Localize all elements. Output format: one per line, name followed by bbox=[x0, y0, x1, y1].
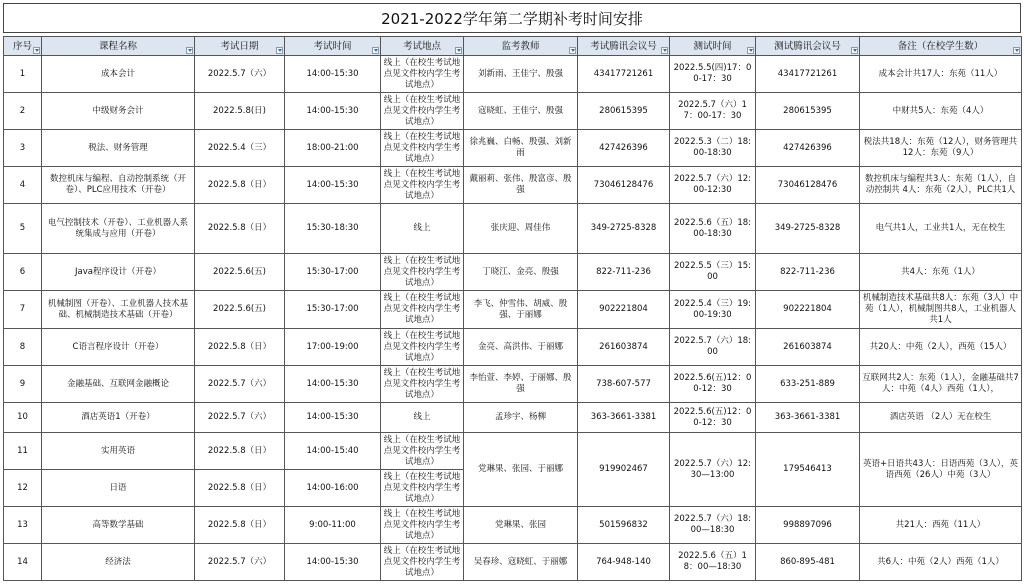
cell-no[interactable]: 13 bbox=[4, 507, 42, 544]
cell-note[interactable]: 税法共18人：东苑（12人），财务管理共12人：东苑（9人） bbox=[860, 130, 1022, 167]
cell-course[interactable]: 经济法 bbox=[42, 544, 195, 581]
cell-proctors[interactable]: 党琳果、张园 bbox=[464, 507, 578, 544]
cell-place[interactable]: 线上（在校生考试地点见文件校内学生考试地点） bbox=[381, 291, 464, 329]
cell-proctors[interactable]: 戴丽莉、张伟、殷富彦、殷强 bbox=[464, 167, 578, 204]
cell-date[interactable]: 2022.5.8（日） bbox=[195, 433, 285, 470]
cell-time[interactable]: 14:00-15:30 bbox=[285, 544, 381, 581]
filter-dropdown-icon[interactable] bbox=[372, 47, 379, 54]
cell-proctors[interactable]: 吴春珍、寇晓虹、于丽娜 bbox=[464, 544, 578, 581]
cell-time[interactable]: 9:00-11:00 bbox=[285, 507, 381, 544]
cell-no[interactable]: 14 bbox=[4, 544, 42, 581]
cell-meeting[interactable]: 501596832 bbox=[578, 507, 670, 544]
header-test-meeting[interactable]: 测试腾讯会议号 bbox=[756, 37, 860, 56]
cell-proctors[interactable]: 张庆迎、周佳伟 bbox=[464, 204, 578, 254]
cell-date[interactable]: 2022.5.7（六） bbox=[195, 56, 285, 93]
cell-test-meeting[interactable]: 73046128476 bbox=[756, 167, 860, 204]
cell-place[interactable]: 线上（在校生考试地点见文件校内学生考试地点） bbox=[381, 507, 464, 544]
header-meeting[interactable]: 考试腾讯会议号 bbox=[578, 37, 670, 56]
cell-meeting[interactable]: 43417721261 bbox=[578, 56, 670, 93]
table-row bbox=[4, 204, 1022, 254]
cell-test-time[interactable]: 2022.5.7（六）18:00—18:30 bbox=[670, 507, 756, 544]
filter-dropdown-icon[interactable] bbox=[276, 47, 283, 54]
cell-course[interactable]: Java程序设计（开卷） bbox=[42, 254, 195, 291]
cell-time[interactable]: 14:00-15:30 bbox=[285, 93, 381, 130]
cell-course[interactable]: 日语 bbox=[42, 470, 195, 507]
header-no[interactable]: 序号 bbox=[4, 37, 42, 56]
cell-time[interactable]: 14:00-15:30 bbox=[285, 167, 381, 204]
cell-test-meeting[interactable]: 349-2725-8328 bbox=[756, 204, 860, 254]
cell-test-meeting[interactable]: 860-895-481 bbox=[756, 544, 860, 581]
cell-time[interactable]: 14:00-16:00 bbox=[285, 470, 381, 507]
cell-note[interactable]: 数控机床与编程共3人：东苑（1人），自动控制共 4人：东苑（2人），PLC共1人 bbox=[860, 167, 1022, 204]
cell-note[interactable]: 电气共1人，工业共1人，无在校生 bbox=[860, 204, 1022, 254]
header-row bbox=[4, 37, 1022, 56]
table-row bbox=[4, 291, 1022, 329]
cell-date[interactable]: 2022.5.7（六） bbox=[195, 544, 285, 581]
filter-dropdown-icon[interactable] bbox=[1013, 47, 1020, 54]
cell-meeting[interactable]: 427426396 bbox=[578, 130, 670, 167]
header-note[interactable]: 备注（在校学生数） bbox=[860, 37, 1022, 56]
cell-note[interactable]: 共4人：东苑（1人） bbox=[860, 254, 1022, 291]
cell-course[interactable]: 酒店英语1（开卷） bbox=[42, 403, 195, 433]
sheet-title: 2021-2022学年第二学期补考时间安排 bbox=[3, 3, 1021, 33]
cell-test-time[interactable]: 2022.5.7（六）12:00-12:30 bbox=[670, 167, 756, 204]
cell-proctors[interactable]: 寇晓虹、王佳宁、殷强 bbox=[464, 93, 578, 130]
cell-test-time[interactable]: 2022.5.6（五）18：00—18:30 bbox=[670, 544, 756, 581]
cell-test-time[interactable]: 2022.5.7（六）18:00 bbox=[670, 329, 756, 366]
table-row bbox=[4, 130, 1022, 167]
header-time[interactable]: 考试时间 bbox=[285, 37, 381, 56]
cell-note[interactable]: 共21人：西苑（11人） bbox=[860, 507, 1022, 544]
cell-date[interactable]: 2022.5.6(五) bbox=[195, 254, 285, 291]
cell-no[interactable]: 3 bbox=[4, 130, 42, 167]
cell-no[interactable]: 4 bbox=[4, 167, 42, 204]
header-place[interactable]: 考试地点 bbox=[381, 37, 464, 56]
cell-no[interactable]: 2 bbox=[4, 93, 42, 130]
cell-test-time[interactable]: 2022.5.7（六）17：00-17：30 bbox=[670, 93, 756, 130]
cell-meeting[interactable]: 764-948-140 bbox=[578, 544, 670, 581]
cell-time[interactable]: 18:00-21:00 bbox=[285, 130, 381, 167]
cell-course[interactable]: 高等数学基础 bbox=[42, 507, 195, 544]
cell-meeting[interactable]: 261603874 bbox=[578, 329, 670, 366]
cell-test-meeting[interactable]: 633-251-889 bbox=[756, 366, 860, 403]
cell-time[interactable]: 14:00-15:40 bbox=[285, 433, 381, 470]
cell-no[interactable]: 9 bbox=[4, 366, 42, 403]
cell-course[interactable]: 税法、财务管理 bbox=[42, 130, 195, 167]
cell-meeting[interactable]: 919902467 bbox=[578, 433, 670, 507]
cell-proctors[interactable]: 孟珍宇、杨柳 bbox=[464, 403, 578, 433]
cell-test-meeting[interactable]: 822-711-236 bbox=[756, 254, 860, 291]
cell-place[interactable]: 线上（在校生考试地点见文件校内学生考试地点） bbox=[381, 329, 464, 366]
cell-time[interactable]: 15:30-18:30 bbox=[285, 204, 381, 254]
filter-dropdown-icon[interactable] bbox=[455, 47, 462, 54]
cell-place[interactable]: 线上（在校生考试地点见文件校内学生考试地点） bbox=[381, 544, 464, 581]
cell-no[interactable]: 12 bbox=[4, 470, 42, 507]
cell-test-time[interactable]: 2022.5.5（三）15:00 bbox=[670, 254, 756, 291]
cell-test-meeting[interactable]: 427426396 bbox=[756, 130, 860, 167]
cell-test-time[interactable]: 2022.5.4（三）19:00-19:30 bbox=[670, 291, 756, 329]
cell-place[interactable]: 线上（在校生考试地点见文件校内学生考试地点） bbox=[381, 56, 464, 93]
cell-date[interactable]: 2022.5.8（日） bbox=[195, 167, 285, 204]
header-date[interactable]: 考试日期 bbox=[195, 37, 285, 56]
cell-place[interactable]: 线上（在校生考试地点见文件校内学生考试地点） bbox=[381, 130, 464, 167]
cell-note[interactable]: 成本会计共17人：东苑（11人） bbox=[860, 56, 1022, 93]
cell-time[interactable]: 14:00-15:30 bbox=[285, 56, 381, 93]
cell-test-time[interactable]: 2022.5.6(五)12：00-12：30 bbox=[670, 403, 756, 433]
table-row bbox=[4, 329, 1022, 366]
cell-course[interactable]: C语言程序设计（开卷） bbox=[42, 329, 195, 366]
cell-date[interactable]: 2022.5.8（日） bbox=[195, 204, 285, 254]
cell-test-meeting[interactable]: 998897096 bbox=[756, 507, 860, 544]
cell-course[interactable]: 机械制图（开卷）、工业机器人技术基础、机械制造技术基础（开卷） bbox=[42, 291, 195, 329]
cell-date[interactable]: 2022.5.7（六） bbox=[195, 366, 285, 403]
cell-place[interactable]: 线上 bbox=[381, 403, 464, 433]
cell-place[interactable]: 线上（在校生考试地点见文件校内学生考试地点） bbox=[381, 366, 464, 403]
cell-meeting[interactable]: 738-607-577 bbox=[578, 366, 670, 403]
filter-dropdown-icon[interactable] bbox=[569, 47, 576, 54]
cell-proctors[interactable]: 丁晓江、金亮、殷强 bbox=[464, 254, 578, 291]
cell-test-time[interactable]: 2022.5.3（二）18:00-18:30 bbox=[670, 130, 756, 167]
cell-proctors[interactable]: 徐兆巍、白畅、殷强、刘新雨 bbox=[464, 130, 578, 167]
cell-note[interactable]: 机械制造技术基础共8人：东苑（3人）中苑（1人），机械制图共8人，工业机器人共1人 bbox=[860, 291, 1022, 329]
cell-test-meeting[interactable]: 179546413 bbox=[756, 433, 860, 507]
cell-date[interactable]: 2022.5.8(日) bbox=[195, 93, 285, 130]
table-row bbox=[4, 56, 1022, 93]
table-row bbox=[4, 507, 1022, 544]
cell-test-time[interactable]: 2022.5.6（五）18:00-18:30 bbox=[670, 204, 756, 254]
cell-proctors[interactable]: 刘新雨、王佳宁、殷强 bbox=[464, 56, 578, 93]
cell-course[interactable]: 电气控制技术（开卷）、工业机器人系统集成与应用（开卷） bbox=[42, 204, 195, 254]
cell-no[interactable]: 8 bbox=[4, 329, 42, 366]
cell-note[interactable]: 酒店英语 （2人）无在校生 bbox=[860, 403, 1022, 433]
cell-date[interactable]: 2022.5.6(五) bbox=[195, 291, 285, 329]
cell-no[interactable]: 1 bbox=[4, 56, 42, 93]
cell-place[interactable]: 线上 bbox=[381, 204, 464, 254]
cell-test-meeting[interactable]: 280615395 bbox=[756, 93, 860, 130]
cell-course[interactable]: 数控机床与编程、自动控制系统（开卷）、PLC应用技术（开卷） bbox=[42, 167, 195, 204]
cell-note[interactable]: 互联网共2人：东苑（1人），金融基础共7人：中苑（4人）西苑（1人）， bbox=[860, 366, 1022, 403]
header-test-time[interactable]: 测试时间 bbox=[670, 37, 756, 56]
cell-meeting[interactable]: 822-711-236 bbox=[578, 254, 670, 291]
cell-no[interactable]: 7 bbox=[4, 291, 42, 329]
cell-meeting[interactable]: 349-2725-8328 bbox=[578, 204, 670, 254]
cell-time[interactable]: 17:00-19:00 bbox=[285, 329, 381, 366]
cell-date[interactable]: 2022.5.8（日） bbox=[195, 470, 285, 507]
table-row bbox=[4, 433, 1022, 470]
cell-place[interactable]: 线上（在校生考试地点见文件校内学生考试地点） bbox=[381, 167, 464, 204]
cell-place[interactable]: 线上（在校生考试地点见文件校内学生考试地点） bbox=[381, 433, 464, 470]
cell-note[interactable]: 共20人：中苑（2人），西苑（15人） bbox=[860, 329, 1022, 366]
schedule-table bbox=[3, 36, 1022, 581]
cell-course[interactable]: 实用英语 bbox=[42, 433, 195, 470]
cell-no[interactable]: 5 bbox=[4, 204, 42, 254]
cell-note[interactable]: 共6人：中苑（2人）西苑（1人） bbox=[860, 544, 1022, 581]
filter-dropdown-icon[interactable] bbox=[747, 47, 754, 54]
cell-meeting[interactable]: 363-3661-3381 bbox=[578, 403, 670, 433]
cell-meeting[interactable]: 902221804 bbox=[578, 291, 670, 329]
cell-meeting[interactable]: 73046128476 bbox=[578, 167, 670, 204]
cell-time[interactable]: 14:00-15:30 bbox=[285, 366, 381, 403]
cell-test-meeting[interactable]: 363-3661-3381 bbox=[756, 403, 860, 433]
filter-dropdown-icon[interactable] bbox=[33, 47, 40, 54]
table-row bbox=[4, 403, 1022, 433]
cell-note[interactable]: 中财共5人：东苑（4人） bbox=[860, 93, 1022, 130]
cell-test-meeting[interactable]: 43417721261 bbox=[756, 56, 860, 93]
cell-course[interactable]: 成本会计 bbox=[42, 56, 195, 93]
cell-place[interactable]: 线上（在校生考试地点见文件校内学生考试地点） bbox=[381, 470, 464, 507]
cell-date[interactable]: 2022.5.4（三） bbox=[195, 130, 285, 167]
cell-course[interactable]: 金融基础、互联网金融概论 bbox=[42, 366, 195, 403]
cell-place[interactable]: 线上（在校生考试地点见文件校内学生考试地点） bbox=[381, 93, 464, 130]
cell-test-time[interactable]: 2022.5.5(四)17：00-17：30 bbox=[670, 56, 756, 93]
cell-place[interactable]: 线上（在校生考试地点见文件校内学生考试地点） bbox=[381, 254, 464, 291]
cell-test-time[interactable]: 2022.5.7（六）12:30—13:00 bbox=[670, 433, 756, 507]
header-course[interactable]: 课程名称 bbox=[42, 37, 195, 56]
cell-proctors[interactable]: 金亮、高洪伟、于丽娜 bbox=[464, 329, 578, 366]
cell-proctors[interactable]: 李飞、仲雪伟、胡威、殷强、于丽娜 bbox=[464, 291, 578, 329]
filter-dropdown-icon[interactable] bbox=[661, 47, 668, 54]
cell-test-time[interactable]: 2022.5.6(五)12：00-12：30 bbox=[670, 366, 756, 403]
cell-no[interactable]: 10 bbox=[4, 403, 42, 433]
cell-note[interactable]: 英语+日语共43人：日语西苑（3人），英语西苑（26人）中苑（3人） bbox=[860, 433, 1022, 507]
table-row bbox=[4, 544, 1022, 581]
cell-test-meeting[interactable]: 261603874 bbox=[756, 329, 860, 366]
cell-time[interactable]: 15:30-17:00 bbox=[285, 254, 381, 291]
table-row bbox=[4, 93, 1022, 130]
cell-no[interactable]: 11 bbox=[4, 433, 42, 470]
cell-course[interactable]: 中级财务会计 bbox=[42, 93, 195, 130]
header-proctors[interactable]: 监考教师 bbox=[464, 37, 578, 56]
cell-proctors[interactable]: 李怡萱、李婷、于丽娜、殷强 bbox=[464, 366, 578, 403]
filter-dropdown-icon[interactable] bbox=[186, 47, 193, 54]
cell-no[interactable]: 6 bbox=[4, 254, 42, 291]
cell-date[interactable]: 2022.5.7（六） bbox=[195, 403, 285, 433]
cell-meeting[interactable]: 280615395 bbox=[578, 93, 670, 130]
table-row bbox=[4, 254, 1022, 291]
cell-time[interactable]: 14:00-15:30 bbox=[285, 403, 381, 433]
cell-time[interactable]: 15:30-17:00 bbox=[285, 291, 381, 329]
cell-test-meeting[interactable]: 902221804 bbox=[756, 291, 860, 329]
cell-proctors[interactable]: 党琳果、张园、于丽娜 bbox=[464, 433, 578, 507]
table-row bbox=[4, 366, 1022, 403]
cell-date[interactable]: 2022.5.8（日） bbox=[195, 329, 285, 366]
filter-dropdown-icon[interactable] bbox=[851, 47, 858, 54]
cell-date[interactable]: 2022.5.8（日） bbox=[195, 507, 285, 544]
table-row bbox=[4, 167, 1022, 204]
